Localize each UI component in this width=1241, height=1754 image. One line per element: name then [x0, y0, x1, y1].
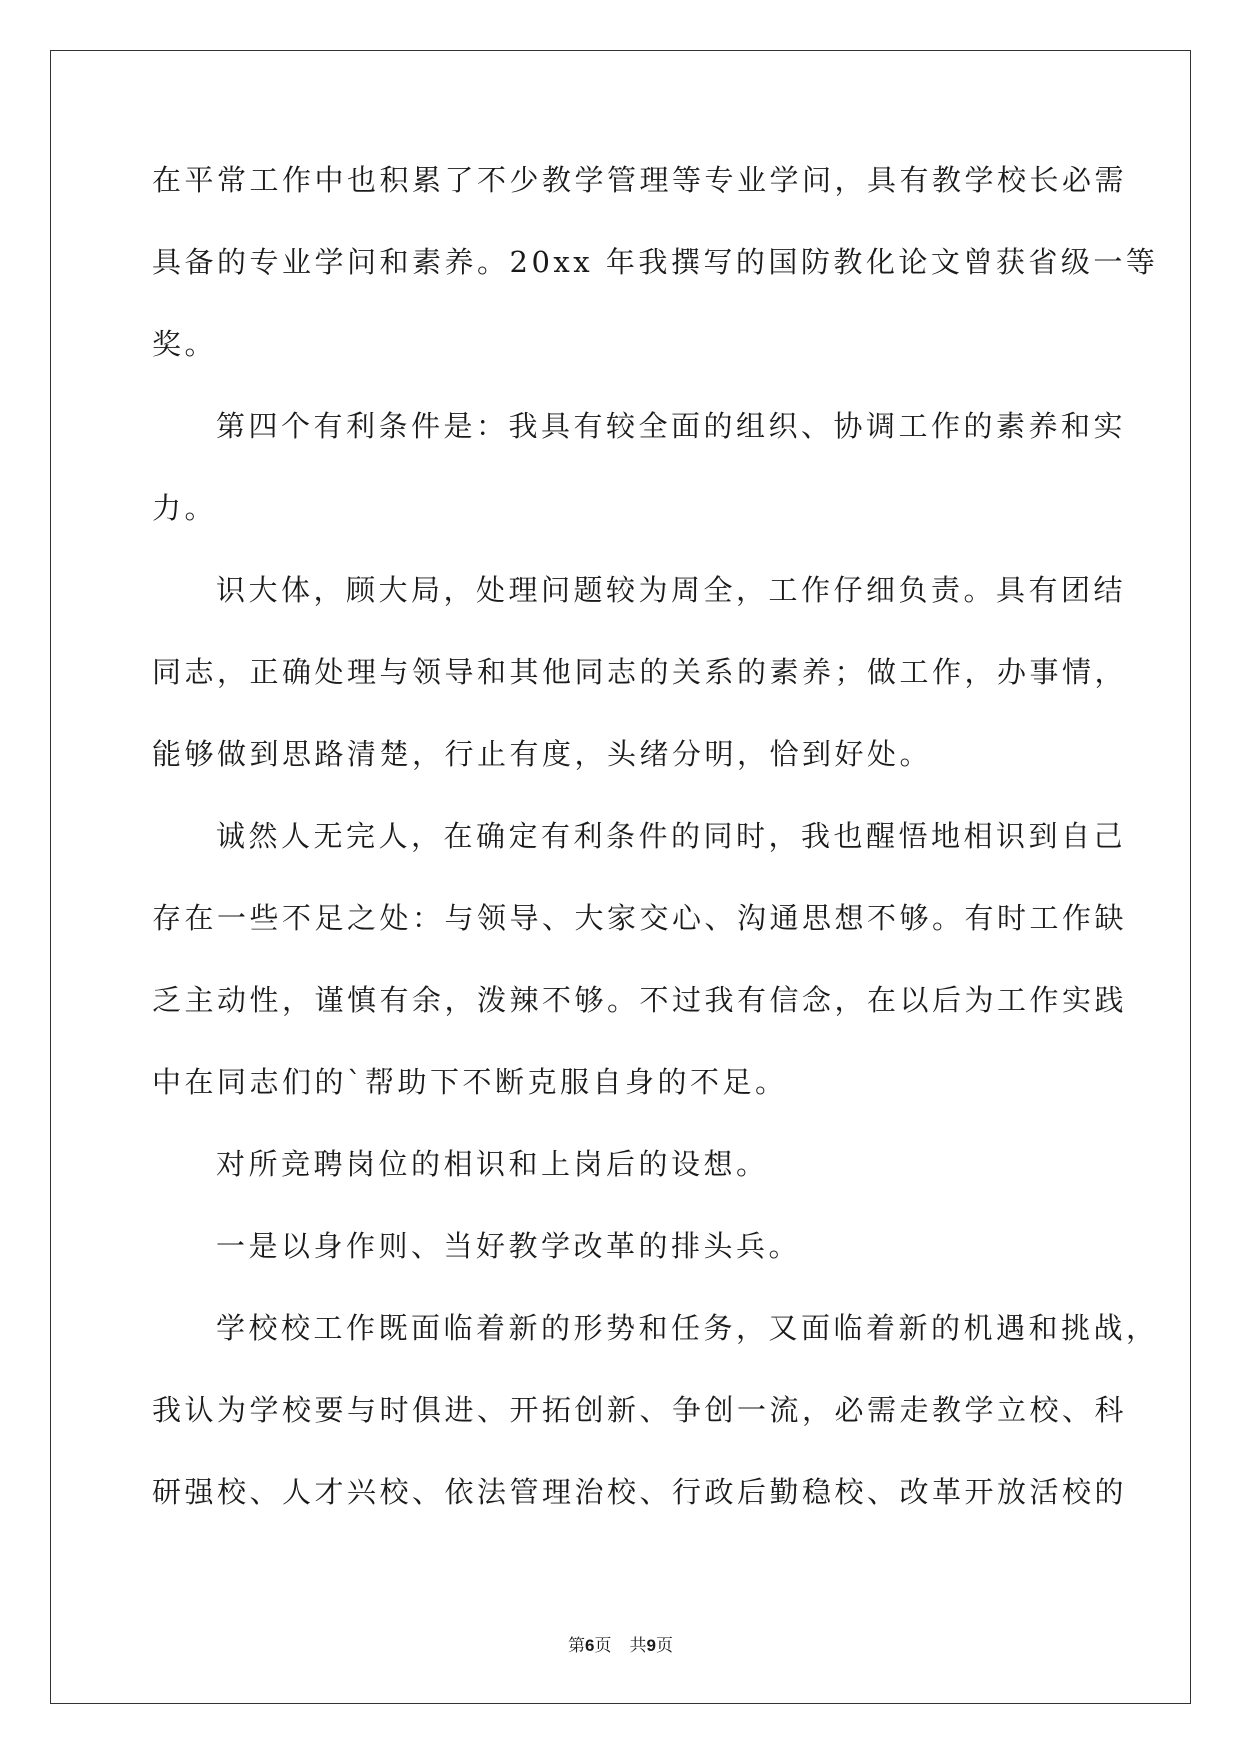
footer-total-prefix: 共: [629, 1636, 647, 1656]
footer-total-suffix: 页: [655, 1636, 673, 1656]
paragraph-start: 一是以身作则、当好教学改革的排头兵。: [216, 1229, 802, 1263]
text-line: 在平常工作中也积累了不少教学管理等专业学问，具有教学校长必需: [152, 163, 1128, 197]
paragraph-start: 诚然人无完人，在确定有利条件的同时，我也醒悟地相识到自己: [216, 819, 1127, 853]
text-line: 中在同志们的`帮助下不断克服自身的不足。: [152, 1065, 788, 1099]
page-border: [50, 50, 1191, 1704]
text-line: 我认为学校要与时俱进、开拓创新、争创一流，必需走教学立校、科: [152, 1393, 1128, 1427]
text-line: 具备的专业学问和素养。20xx 年我撰写的国防教化论文曾获省级一等: [152, 245, 1159, 279]
paragraph-start: 学校校工作既面临着新的形势和任务，又面临着新的机遇和挑战，: [216, 1311, 1159, 1345]
paragraph-start: 对所竞聘岗位的相识和上岗后的设想。: [216, 1147, 769, 1181]
paragraph-start: 识大体，顾大局，处理问题较为周全，工作仔细负责。具有团结: [216, 573, 1127, 607]
footer-prefix: 第: [568, 1636, 586, 1656]
text-line: 乏主动性，谨慎有余，泼辣不够。不过我有信念，在以后为工作实践: [152, 983, 1128, 1017]
text-line: 能够做到思路清楚，行止有度，头绪分明，恰到好处。: [152, 737, 933, 771]
text-line: 同志，正确处理与领导和其他同志的关系的素养；做工作，办事情，: [152, 655, 1128, 689]
paragraph-start: 第四个有利条件是：我具有较全面的组织、协调工作的素养和实: [216, 409, 1127, 443]
page-number: 6: [585, 1636, 595, 1655]
total-pages: 9: [646, 1636, 656, 1655]
footer-page-suffix: 页: [594, 1636, 612, 1656]
text-line: 力。: [152, 491, 218, 525]
text-line: 奖。: [152, 327, 218, 361]
text-line: 研强校、人才兴校、依法管理治校、行政后勤稳校、改革开放活校的: [152, 1475, 1128, 1509]
text-line: 存在一些不足之处：与领导、大家交心、沟通思想不够。有时工作缺: [152, 901, 1128, 935]
page-footer: [0, 1631, 1241, 1656]
